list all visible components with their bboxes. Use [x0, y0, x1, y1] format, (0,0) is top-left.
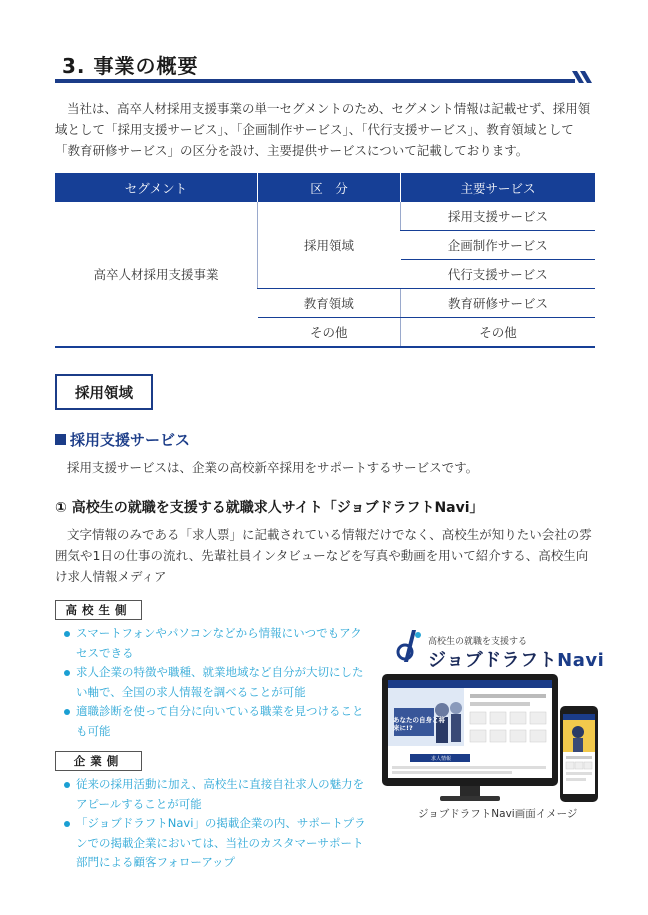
area-label-box: 採用領域	[55, 374, 153, 410]
intro-paragraph	[55, 98, 596, 161]
screen-button-label: 求人情報	[430, 756, 451, 762]
list-item: 従来の採用活動に加え、高校生に直接自社求人の魅力をアピールすることが可能	[62, 775, 372, 814]
company-points-list	[62, 775, 372, 873]
company-side-tag: 企業側	[55, 751, 142, 771]
list-item: 「ジョブドラフトNavi」の掲載企業の内、サポートプランでの掲載企業においては、当社のカスタマーサポート部門による顧客フォローアップ	[62, 814, 372, 873]
logo-name-accent: Navi	[557, 650, 605, 671]
service-subheading-text: 採用支援サービス	[70, 431, 191, 449]
service-subheading	[55, 429, 190, 450]
table-cell-service: その他	[401, 318, 596, 348]
image-caption: ジョブドラフトNavi画面イメージ	[418, 808, 578, 820]
square-bullet-icon	[55, 434, 66, 445]
table-cell-service: 企画制作サービス	[401, 231, 596, 260]
heading-rule	[55, 79, 575, 83]
item-description-text: 文字情報のみである「求人票」に記載されている情報だけでなく、高校生が知りたい会社の雰囲気や1日の仕事の流れ、先輩社員インタビューなどを写真や動画を用いて紹介する、高校生向け求人情報メディア	[55, 527, 592, 584]
table-cell-edu-area: 教育領域	[258, 289, 401, 318]
table-cell-other-area: その他	[258, 318, 401, 348]
logo-name	[428, 646, 604, 672]
jobdraft-logo-mark-icon	[396, 628, 424, 664]
device-mockup-illustration	[380, 672, 600, 804]
section-heading: 3. 事業の概要	[62, 54, 199, 78]
list-item: スマートフォンやパソコンなどから情報にいつでもアクセスできる	[62, 624, 372, 663]
table-cell-service: 採用支援サービス	[401, 202, 596, 231]
logo-tagline: 高校生の就職を支援する	[428, 637, 528, 647]
list-item: 適職診断を使って自分に向いている職業を見つけることも可能	[62, 702, 372, 741]
double-chevron-icon	[572, 69, 596, 85]
table-cell-segment: 高卒人材採用支援事業	[55, 202, 258, 347]
intro-text: 当社は、高卒人材採用支援事業の単一セグメントのため、セグメント情報は記載せず、採用領域として「採用支援サービス」、「企画制作サービス」、「代行支援サービス」、教育領域として「教育研修サービス」の区分を設け、主要提供サービスについて記載しております。	[55, 101, 591, 158]
student-points-list	[62, 624, 372, 741]
service-intro	[55, 457, 596, 478]
item-heading: ① 高校生の就職を支援する就職求人サイト「ジョブドラフトNavi」	[55, 500, 484, 516]
list-item: 求人企業の特徴や職種、就業地域など自分が大切にしたい軸で、全国の求人情報を調べることが可能	[62, 663, 372, 702]
screen-hero-text: あなたの自身と将来に!?	[393, 716, 445, 732]
table-cell-service: 代行支援サービス	[401, 260, 596, 289]
table-cell-service: 教育研修サービス	[401, 289, 596, 318]
table-cell-recruit-area: 採用領域	[258, 202, 401, 289]
table-header-category: 区 分	[258, 173, 401, 202]
table-header-service: 主要サービス	[401, 173, 596, 202]
student-side-tag: 高校生側	[55, 600, 142, 620]
logo-name-main: ジョブドラフト	[428, 650, 558, 671]
item-description	[55, 524, 596, 587]
service-intro-text: 採用支援サービスは、企業の高校新卒採用をサポートするサービスです。	[67, 460, 479, 475]
segment-table	[55, 173, 595, 348]
table-header-segment: セグメント	[55, 173, 258, 202]
